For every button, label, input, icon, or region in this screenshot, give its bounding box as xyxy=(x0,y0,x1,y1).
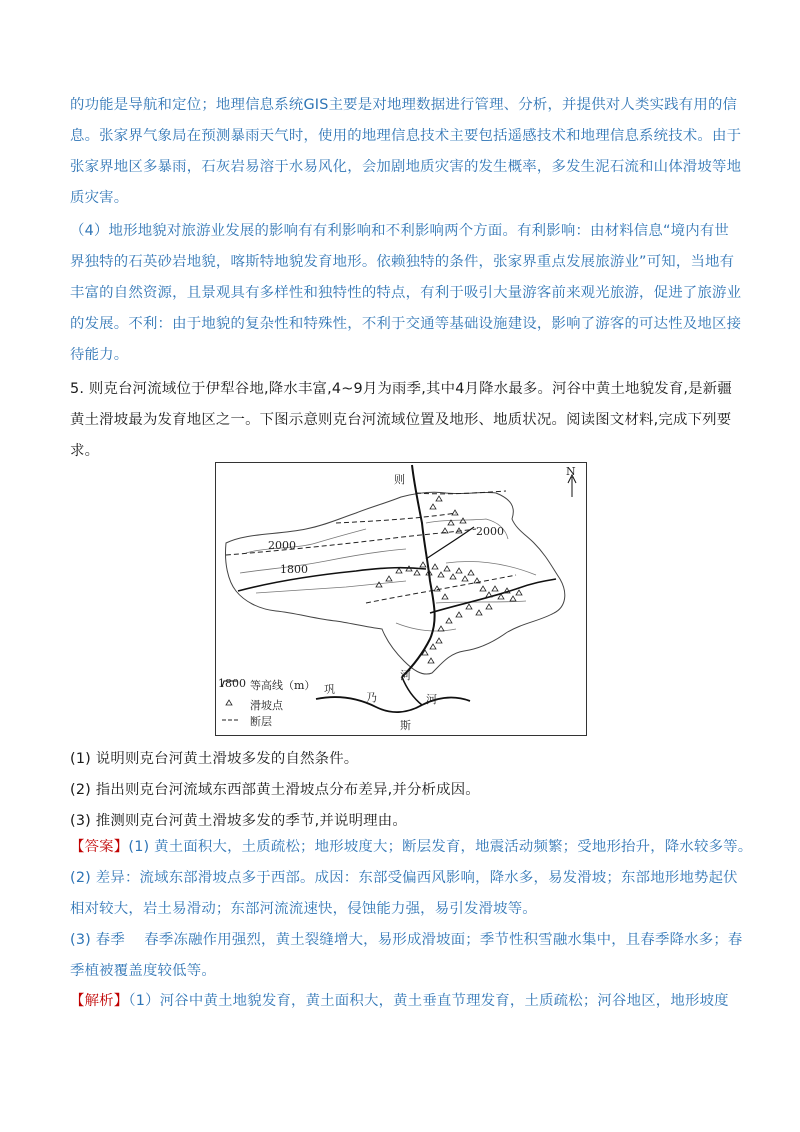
text-line: 界独特的石英砂岩地貌，喀斯特地貌发育地形。依赖独特的条件，张家界重点发展旅游业”可知，当地有 xyxy=(70,254,735,270)
legend-contour-value: 1800 xyxy=(218,677,246,690)
river-label-nai: 乃 xyxy=(366,691,377,704)
explanation-paragraph-1 xyxy=(70,90,742,214)
tributary-river xyxy=(430,579,556,613)
analysis-block xyxy=(70,986,732,1017)
text-line: 5. 则克台河流域位于伊犁谷地,降水丰富,4~9月为雨季,其中4月降水最多。河谷中黄土地貌发育,是新疆 xyxy=(70,381,732,397)
text-line: 求。 xyxy=(70,443,100,459)
subquestion-2: (2) 指出则克台河流域东西部黄土滑坡点分布差异,并分析成因。 xyxy=(70,782,480,798)
text-line: 丰富的自然资源，且景观具有多样性和独特性的特点，有利于吸引大量游客前来观光旅游，促进了旅游业 xyxy=(70,285,742,301)
explanation-paragraph-2 xyxy=(70,216,742,371)
legend-landslide-label: 滑坡点 xyxy=(250,699,283,712)
basin-map-drawing xyxy=(216,463,586,735)
text-line: 质灾害。 xyxy=(70,190,129,206)
legend-contour-label: 等高线（m） xyxy=(250,679,316,692)
text-line: 待能力。 xyxy=(70,347,129,363)
river-label-he-2: 河 xyxy=(426,693,437,706)
river-label-gong: 巩 xyxy=(324,683,335,696)
subquestion-1: (1) 说明则克台河黄土滑坡多发的自然条件。 xyxy=(70,751,359,767)
river-label-si: 斯 xyxy=(400,719,411,732)
text-line: 的发展。不利：由于地貌的复杂性和特殊性，不利于交通等基础设施建设，影响了游客的可达性及地区接 xyxy=(70,316,742,332)
contour-label: 2000 xyxy=(268,539,296,552)
north-label: N xyxy=(566,465,576,478)
river-label-ze: 则 xyxy=(394,473,405,486)
answer-block xyxy=(70,832,753,987)
answer-tag: 【答案】 xyxy=(70,839,129,855)
answer-line-1 xyxy=(70,832,753,863)
contour-label: 1800 xyxy=(280,563,308,576)
text-line: （4）地形地貌对旅游业发展的影响有有利影响和不利影响两个方面。有利影响：由材料信息“境内有世 xyxy=(70,223,730,239)
text-line: 张家界地区多暴雨，石灰岩易溶于水易风化，会加剧地质灾害的发生概率，多发生泥石流和山体滑坡等地 xyxy=(70,159,742,175)
legend-landslide-symbol xyxy=(226,700,232,705)
text-line: 相对较大，岩土易滑动；东部河流流速快，侵蚀能力强，易引发滑坡等。 xyxy=(70,901,537,917)
river-label-he: 河 xyxy=(400,669,411,682)
subquestions xyxy=(70,744,732,837)
question-5-stem xyxy=(70,374,732,467)
contour-line xyxy=(256,581,406,593)
contour-line xyxy=(240,549,406,573)
text-line: (3) 春季 春季冻融作用强烈，黄土裂缝增大，易形成滑坡面；季节性积雪融水集中，且春季降水多；春 xyxy=(70,932,743,948)
analysis-tag: 【解析】 xyxy=(70,993,129,1009)
subquestion-3: (3) 推测则克台河黄土滑坡多发的季节,并说明理由。 xyxy=(70,813,407,829)
answer-text: (1) 黄土面积大，土质疏松；地形坡度大；断层发育，地震活动频繁；受地形抬升，降水较多等。 xyxy=(128,839,753,855)
gongnaisi-river xyxy=(316,697,470,712)
analysis-text: （1）河谷中黄土地貌发育，黄土面积大，黄土垂直节理发育，土质疏松；河谷地区，地形坡度 xyxy=(128,993,729,1009)
contour-line xyxy=(396,623,456,631)
legend-fault-label: 断层 xyxy=(250,715,272,728)
basin-map-figure xyxy=(215,462,587,736)
text-line: 季植被覆盖度较低等。 xyxy=(70,963,216,979)
text-line: 黄土滑坡最为发育地区之一。下图示意则克台河流域位置及地形、地质状况。阅读图文材料,完成下列要 xyxy=(70,412,732,428)
text-line: (2) 差异：流域东部滑坡点多于西部。成因：东部受偏西风影响，降水多，易发滑坡；东部地形地势起伏 xyxy=(70,870,738,886)
contour-line xyxy=(246,529,366,553)
text-line: 的功能是导航和定位；地理信息系统GIS主要是对地理数据进行管理、分析，并提供对人类实践有用的信 xyxy=(70,97,738,113)
text-line: 息。张家界气象局在预测暴雨天气时，使用的地理信息技术主要包括遥感技术和地理信息系统技术。由于 xyxy=(70,128,742,144)
tributary-river xyxy=(238,568,426,591)
analysis-line-1 xyxy=(70,986,732,1017)
landslide-points xyxy=(376,496,522,663)
contour-label: 2000 xyxy=(476,525,504,538)
